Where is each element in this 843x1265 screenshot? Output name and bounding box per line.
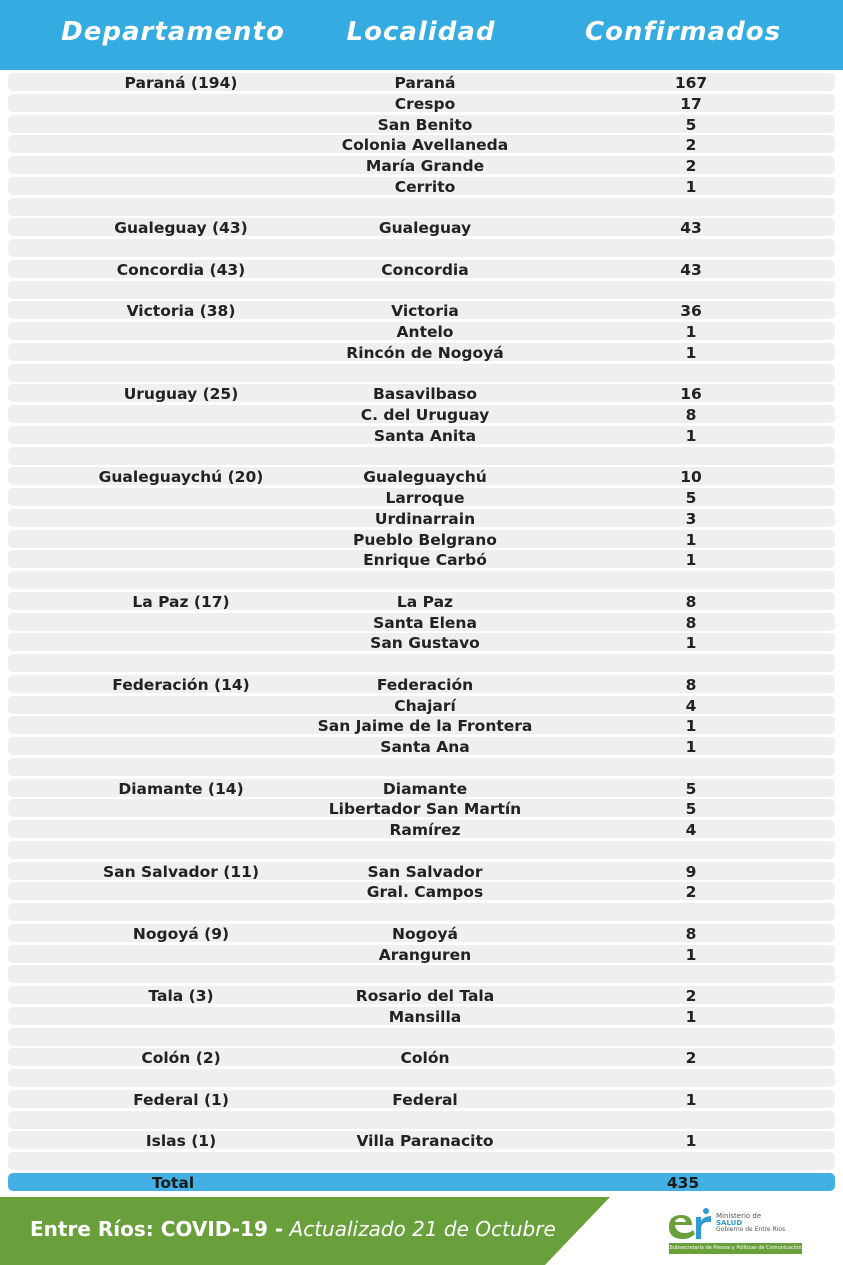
table-row [8, 94, 835, 112]
confirmados-cell: 8 [685, 924, 697, 943]
departamento-cell: Gualeguaychú (20) [98, 468, 264, 487]
confirmados-cell: 1 [685, 1007, 697, 1026]
departamento-cell: Federal (1) [133, 1090, 229, 1109]
localidad-cell: Villa Paranacito [356, 1132, 494, 1151]
table-row [8, 779, 835, 797]
departamento-cell: Tala (3) [148, 987, 214, 1005]
localidad-cell: Gualeguaychú [363, 468, 487, 487]
table-row [8, 633, 835, 651]
table-row [8, 73, 835, 91]
confirmados-cell: 8 [685, 406, 697, 424]
table-row [8, 530, 835, 548]
localidad-cell: San Jaime de la Frontera [317, 717, 533, 736]
departamento-cell: Nogoyá (9) [132, 924, 230, 943]
confirmados-cell: 2 [685, 883, 697, 902]
localidad-cell: San Salvador [367, 862, 483, 881]
confirmados-cell: 2 [685, 987, 697, 1005]
column-header-departamento: Departamento [61, 17, 285, 47]
total-row [8, 1173, 835, 1191]
spacer-row [8, 965, 835, 983]
spacer-row [8, 364, 835, 382]
er-logo-icon [665, 1205, 715, 1243]
spacer-row [8, 1028, 835, 1046]
table-row [8, 696, 835, 714]
logo-strip: Subsecretaría de Prensa y Políticas de Comunicación [669, 1243, 802, 1254]
confirmados-cell: 1 [685, 323, 697, 341]
localidad-cell: Cerrito [394, 177, 456, 196]
spacer-row [8, 841, 835, 859]
localidad-cell: Victoria [391, 302, 459, 321]
table-row [8, 467, 835, 485]
confirmados-cell: 36 [680, 302, 702, 321]
confirmados-cell: 43 [680, 219, 702, 238]
confirmados-cell: 17 [680, 94, 702, 113]
logo-salud: SALUD [716, 1219, 743, 1227]
footer-title-date: Actualizado 21 de Octubre [283, 1217, 556, 1241]
localidad-cell: Chajarí [394, 696, 456, 715]
localidad-cell: San Benito [377, 115, 473, 134]
spacer-row [8, 1069, 835, 1087]
spacer-row [8, 198, 835, 216]
localidad-cell: Urdinarrain [374, 509, 476, 528]
table-header [0, 0, 843, 70]
table-row [8, 426, 835, 444]
table-row [8, 1007, 835, 1025]
table-row [8, 945, 835, 963]
spacer-row [8, 281, 835, 299]
localidad-cell: Enrique Carbó [363, 551, 487, 570]
departamento-cell: Islas (1) [145, 1132, 217, 1151]
table-row [8, 737, 835, 755]
confirmados-cell: 1 [685, 1132, 697, 1151]
table-row [8, 218, 835, 236]
spacer-row [8, 447, 835, 465]
footer-title-bold: Entre Ríos: COVID-19 - [30, 1217, 284, 1241]
table-row [8, 924, 835, 942]
localidad-cell: C. del Uruguay [360, 406, 490, 424]
column-header-localidad: Localidad [346, 17, 496, 47]
table-row [8, 986, 835, 1004]
localidad-cell: San Gustavo [370, 634, 480, 653]
table-row [8, 675, 835, 693]
localidad-cell: Santa Anita [373, 426, 477, 445]
footer [0, 1197, 843, 1265]
spacer-row [8, 758, 835, 776]
spacer-row [8, 1111, 835, 1129]
localidad-cell: Ramírez [389, 821, 461, 839]
spacer-row [8, 903, 835, 921]
table-row [8, 156, 835, 174]
departamento-cell: Colón (2) [141, 1049, 221, 1068]
localidad-cell: Federación [376, 675, 474, 694]
localidad-cell: Colonia Avellaneda [341, 136, 509, 155]
departamento-cell: San Salvador (11) [102, 862, 260, 881]
localidad-cell: Crespo [394, 94, 456, 113]
localidad-cell: Santa Ana [380, 738, 470, 756]
confirmados-cell: 2 [685, 157, 697, 175]
confirmados-cell: 8 [685, 592, 697, 611]
table-row [8, 384, 835, 402]
spacer-row [8, 1152, 835, 1170]
confirmados-cell: 5 [685, 779, 697, 798]
confirmados-cell: 1 [685, 426, 697, 445]
confirmados-cell: 1 [685, 738, 697, 756]
table-row [8, 343, 835, 361]
confirmados-cell: 9 [685, 862, 697, 881]
confirmados-cell: 5 [685, 115, 697, 134]
confirmados-cell: 1 [685, 634, 697, 653]
localidad-cell: Paraná [394, 74, 456, 92]
table-row [8, 322, 835, 340]
departamento-cell: Paraná (194) [124, 74, 238, 92]
departamento-cell: Uruguay (25) [123, 385, 239, 404]
confirmados-cell: 8 [685, 613, 697, 632]
confirmados-cell: 3 [685, 509, 697, 528]
table-row [8, 1131, 835, 1149]
confirmados-cell: 1 [685, 717, 697, 736]
localidad-cell: Antelo [396, 323, 454, 341]
localidad-cell: Rosario del Tala [355, 987, 495, 1005]
localidad-cell: Diamante [382, 779, 468, 798]
confirmados-cell: 1 [685, 1090, 697, 1109]
total-label: Total [151, 1173, 195, 1192]
departamento-cell: Concordia (43) [116, 260, 246, 279]
footer-title [30, 1217, 556, 1241]
ministry-logo [665, 1203, 805, 1261]
localidad-cell: Concordia [381, 260, 469, 279]
localidad-cell: María Grande [365, 157, 485, 175]
table-row [8, 550, 835, 568]
confirmados-cell: 5 [685, 800, 697, 819]
confirmados-cell: 4 [685, 696, 697, 715]
localidad-cell: Gualeguay [378, 219, 472, 238]
confirmados-cell: 10 [680, 468, 702, 487]
localidad-cell: Rincón de Nogoyá [346, 343, 504, 362]
logo-ministerio: Ministerio de [716, 1212, 762, 1220]
localidad-cell: Federal [392, 1090, 458, 1109]
confirmados-cell: 167 [674, 74, 708, 92]
confirmados-cell: 1 [685, 551, 697, 570]
localidad-cell: Libertador San Martín [328, 800, 522, 819]
localidad-cell: Santa Elena [373, 613, 477, 632]
departamento-cell: Federación (14) [112, 675, 250, 694]
table-row [8, 592, 835, 610]
confirmados-cell: 43 [680, 260, 702, 279]
table-row [8, 405, 835, 423]
localidad-cell: La Paz [396, 592, 454, 611]
table-row [8, 882, 835, 900]
column-header-confirmados: Confirmados [584, 17, 782, 47]
confirmados-cell: 4 [685, 821, 697, 839]
localidad-cell: Aranguren [378, 945, 472, 964]
table-row [8, 820, 835, 838]
spacer-row [8, 654, 835, 672]
table-row [8, 862, 835, 880]
confirmados-cell: 8 [685, 675, 697, 694]
confirmados-cell: 16 [680, 385, 702, 404]
confirmados-cell: 2 [685, 136, 697, 155]
table-row [8, 799, 835, 817]
table-row [8, 509, 835, 527]
table-row [8, 260, 835, 278]
spacer-row [8, 239, 835, 257]
logo-gobierno: Gobierno de Entre Ríos [716, 1226, 786, 1233]
confirmados-cell: 1 [685, 945, 697, 964]
total-value: 435 [666, 1173, 700, 1192]
table-row [8, 115, 835, 133]
spacer-row [8, 571, 835, 589]
localidad-cell: Pueblo Belgrano [353, 530, 497, 549]
departamento-cell: Gualeguay (43) [114, 219, 248, 238]
localidad-cell: Basavilbaso [372, 385, 478, 404]
localidad-cell: Gral. Campos [366, 883, 484, 902]
departamento-cell: Diamante (14) [118, 779, 244, 798]
confirmados-cell: 2 [685, 1049, 697, 1068]
table-row [8, 301, 835, 319]
localidad-cell: Larroque [385, 489, 465, 507]
table-row [8, 1048, 835, 1066]
table-row [8, 135, 835, 153]
table-row [8, 716, 835, 734]
confirmados-cell: 5 [685, 489, 697, 507]
confirmados-cell: 1 [685, 177, 697, 196]
departamento-cell: La Paz (17) [132, 592, 230, 611]
localidad-cell: Mansilla [388, 1007, 462, 1026]
table-row [8, 488, 835, 506]
table-row [8, 613, 835, 631]
confirmados-cell: 1 [685, 343, 697, 362]
departamento-cell: Victoria (38) [126, 302, 236, 321]
table-row [8, 177, 835, 195]
confirmados-cell: 1 [685, 530, 697, 549]
localidad-cell: Colón [400, 1049, 450, 1068]
localidad-cell: Nogoyá [392, 924, 458, 943]
table-row [8, 1090, 835, 1108]
